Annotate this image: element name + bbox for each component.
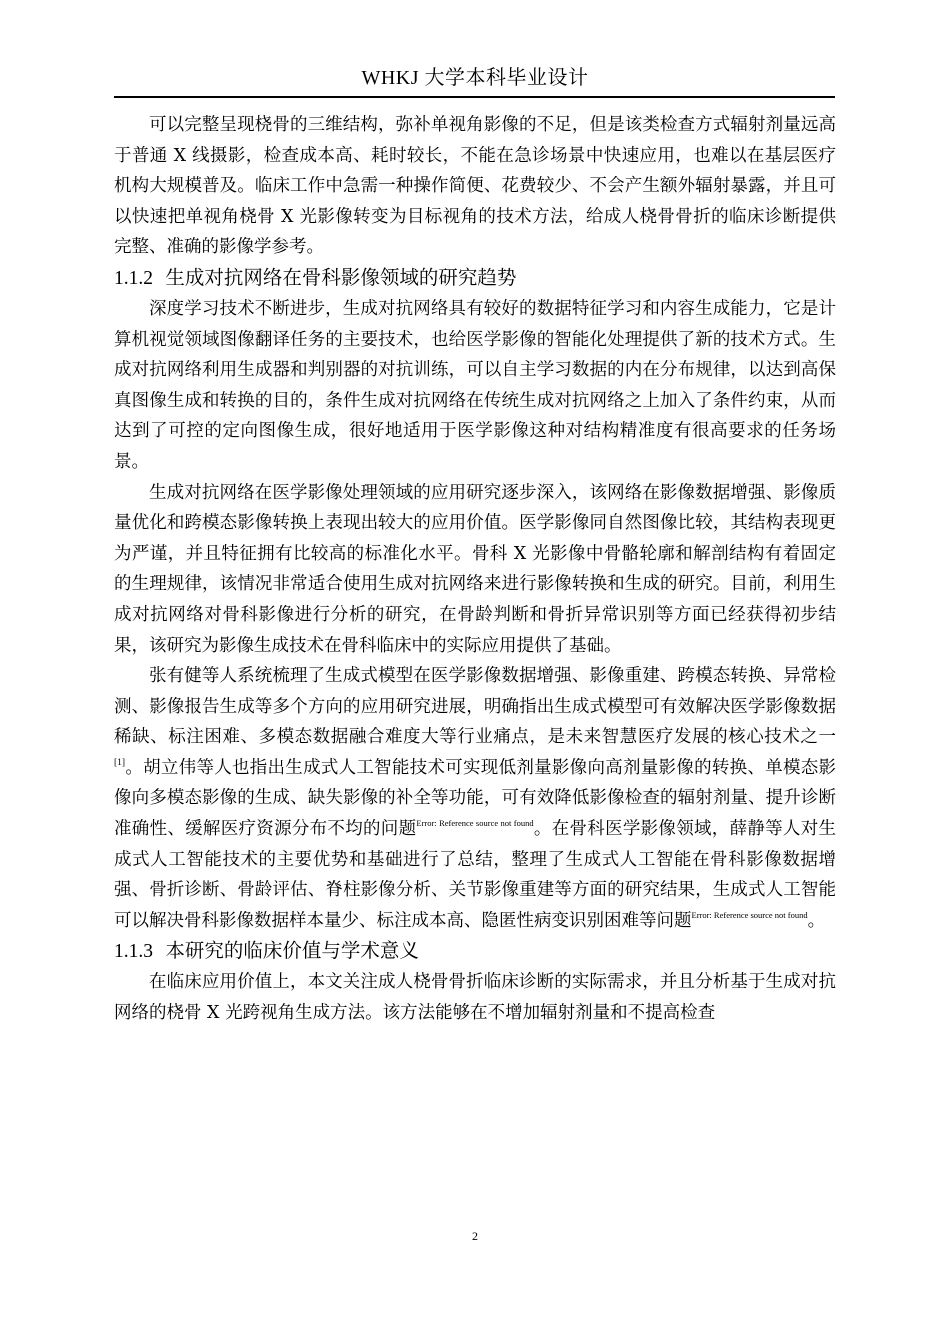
running-header: WHKJ 大学本科毕业设计 (361, 67, 589, 89)
citation-1: [1] (114, 757, 126, 768)
paragraph-gan-intro: 深度学习技术不断进步，生成对抗网络具有较好的数据特征学习和内容生成能力，它是计算机视觉领域图像翻译任务的主要技术，也给医学影像的智能化处理提供了新的技术方式。生成对抗网络利用生成器和判别器的对抗训练，可以自主学习数据的内在分布规律，以达到高保真图像生成和转换的目的，条件生成对抗网络在传统生成对抗网络之上加入了条件约束，从而达到了可控的定向图像生成，很好地适用于医学影像这种对结构精准度有很高要求的任务场景。 (114, 298, 836, 472)
section-heading-1-1-2 (114, 263, 836, 294)
section-title: 生成对抗网络在骨科影像领域的研究趋势 (165, 265, 517, 289)
section-heading-1-1-3 (114, 936, 836, 967)
paragraph-gan-application: 生成对抗网络在医学影像处理领域的应用研究逐步深入，该网络在影像数据增强、影像质量优化和跨模态影像转换上表现出较大的应用价值。医学影像同自然图像比较，其结构表现更为严谨，并且特征拥有比较高的标准化水平。骨科 X 光影像中骨骼轮廓和解剖结构有着固定的生理规律，该情况非常适合使用生成对抗网络来进行影像转换和生成的研究。目前，利用生成对抗网络对骨科影像进行分析的研究，在骨龄判断和骨折异常识别等方面已经获得初步结果，该研究为影像生成技术在骨科临床中的实际应用提供了基础。 (114, 482, 836, 656)
paragraph-related-work (114, 661, 836, 936)
citation-error-2: Error: Reference source not found (691, 909, 808, 920)
related-work-text-1: 张有健等人系统梳理了生成式模型在医学影像数据增强、影像重建、跨模态转换、异常检测、影像报告生成等多个方向的应用研究进展，明确指出生成式模型可有效解决医学影像数据稀缺、标注困难、多模态数据融合难度大等行业痛点，是未来智慧医疗发展的核心技术之一 (114, 666, 836, 748)
section-number: 1.1.3 (114, 941, 153, 963)
related-work-text-3: 。在骨科医学影像领域，薛静等人对生成式人工智能技术的主要优势和基础进行了总结，整理了生成式人工智能在骨科影像数据增强、骨折诊断、骨龄评估、脊柱影像分析、关节影像重建等方面的研究结果，生成式人工智能可以解决骨科影像数据样本量少、标注成本高、隐匿性病变识别困难等问题 (114, 819, 837, 931)
section-title: 本研究的临床价值与学术意义 (165, 939, 419, 963)
section-number: 1.1.2 (114, 267, 153, 289)
paragraph-clinical-value: 在临床应用价值上，本文关注成人桡骨骨折临床诊断的实际需求，并且分析基于生成对抗网络的桡骨 X 光跨视角生成方法。该方法能够在不增加辐射剂量和不提高检查 (114, 972, 836, 1024)
page-number: 2 (472, 1229, 478, 1243)
related-work-text-2: 。胡立伟等人也指出生成式人工智能技术可实现低剂量影像向高剂量影像的转换、单模态影像向多模态影像的生成、缺失影像的补全等功能，可有效降低影像检查的辐射剂量、提升诊断准确性、缓解医疗资源分布不均的问题 (114, 757, 836, 840)
citation-error-1: Error: Reference source not found (416, 818, 534, 829)
paragraph-intro: 可以完整呈现桡骨的三维结构，弥补单视角影像的不足，但是该类检查方式辐射剂量远高于普通 X 线摄影，检查成本高、耗时较长，不能在急诊场景中快速应用，也难以在基层医疗机构大规模普及。临床工作中急需一种操作简便、花费较少、不会产生额外辐射暴露，并且可以快速把单视角桡骨 X 光影像转变为目标视角的技术方法，给成人桡骨骨折的临床诊断提供完整、准确的影像学参考。 (114, 115, 836, 258)
body-content (114, 110, 836, 1029)
header-divider (114, 96, 835, 98)
related-work-text-4: 。 (807, 910, 826, 931)
